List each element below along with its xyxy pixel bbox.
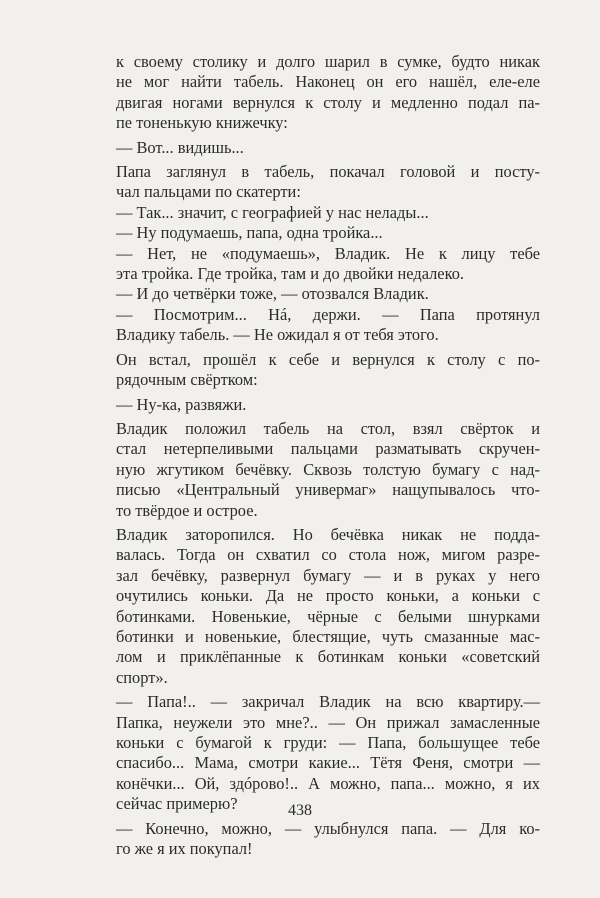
text-line: го же я их покупал!	[116, 839, 253, 859]
text-line: коньки с бумагой к груди: — Папа, большущее тебе	[116, 733, 540, 752]
text-line: — Папа!.. — закричал Владик на всю квартиру.—	[116, 692, 540, 712]
text-line: — Конечно, можно, — улыбнулся папа. — Для ко-	[116, 818, 540, 838]
text-line: — Ну подумаешь, папа, одна тройка...	[116, 223, 383, 243]
text-line: двигая ногами вернулся к столу и медленно подал па-	[116, 92, 540, 112]
text-line: конёчки... Ой, здóрово!.. А можно, папа... можно, я их	[116, 773, 540, 793]
text-line: Папка, неужели это мне?.. — Он прижал замасленные	[116, 712, 540, 732]
text-line: Владику табель. — Не ожидал я от тебя этого.	[116, 325, 439, 345]
text-line: Владик заторопился. Но бечёвка никак не подда-	[116, 524, 540, 544]
text-line: — Вот... видишь...	[116, 137, 244, 157]
text-line: ботинки и новенькие, блестящие, чуть смазанные мас-	[116, 626, 540, 646]
page-body-text	[116, 52, 540, 859]
text-line: Папа заглянул в табель, покачал головой и посту-	[116, 162, 540, 182]
text-line: — И до четвёрки тоже, — отозвался Владик.	[116, 284, 429, 304]
text-line: — Посмотрим... Нá, держи. — Папа протянул	[116, 304, 540, 324]
text-line: рядочным свёртком:	[116, 370, 258, 390]
text-line: чал пальцами по скатерти:	[116, 182, 301, 202]
text-line: эта тройка. Где тройка, там и до двойки недалеко.	[116, 264, 464, 284]
text-line: лом и приклёпанные к ботинкам коньки «советский	[116, 647, 540, 667]
text-line: — Нет, не «подумаешь», Владик. Не к лицу тебе	[116, 243, 540, 263]
text-line: к своему столику и долго шарил в сумке, будто никак	[116, 52, 540, 71]
text-line: сейчас примерю?	[116, 794, 238, 814]
text-line: валась. Тогда он схватил со стола нож, мигом разре-	[116, 545, 540, 565]
text-line: — Ну-ка, развяжи.	[116, 394, 247, 414]
text-line: Он встал, прошёл к себе и вернулся к столу с по-	[116, 349, 540, 369]
page-number: 438	[288, 802, 312, 819]
text-line: спасибо... Мама, смотри какие... Тётя Феня, смотри —	[116, 753, 540, 773]
text-line: зал бечёвку, развернул бумагу — и в руках у него	[116, 565, 540, 585]
text-line: ботинками. Новенькие, чёрные с белыми шнурками	[116, 606, 540, 626]
text-line: пе тоненькую книжечку:	[116, 113, 288, 133]
text-line: ную жгутиком бечёвку. Сквозь толстую бумагу с над-	[116, 459, 540, 479]
text-line: спорт».	[116, 667, 168, 687]
text-line: не мог найти табель. Наконец он его нашёл, еле-еле	[116, 72, 540, 92]
text-line: очутились коньки. Да не просто коньки, а коньки с	[116, 586, 540, 606]
text-line: то твёрдое и острое.	[116, 500, 258, 520]
text-line: Владик положил табель на стол, взял свёрток и	[116, 418, 540, 438]
text-line: писью «Центральный универмаг» нащупывалось что-	[116, 480, 540, 500]
text-line: — Так... значит, с географией у нас нелады...	[116, 202, 429, 222]
text-line: стал нетерпеливыми пальцами разматывать скручен-	[116, 439, 540, 459]
